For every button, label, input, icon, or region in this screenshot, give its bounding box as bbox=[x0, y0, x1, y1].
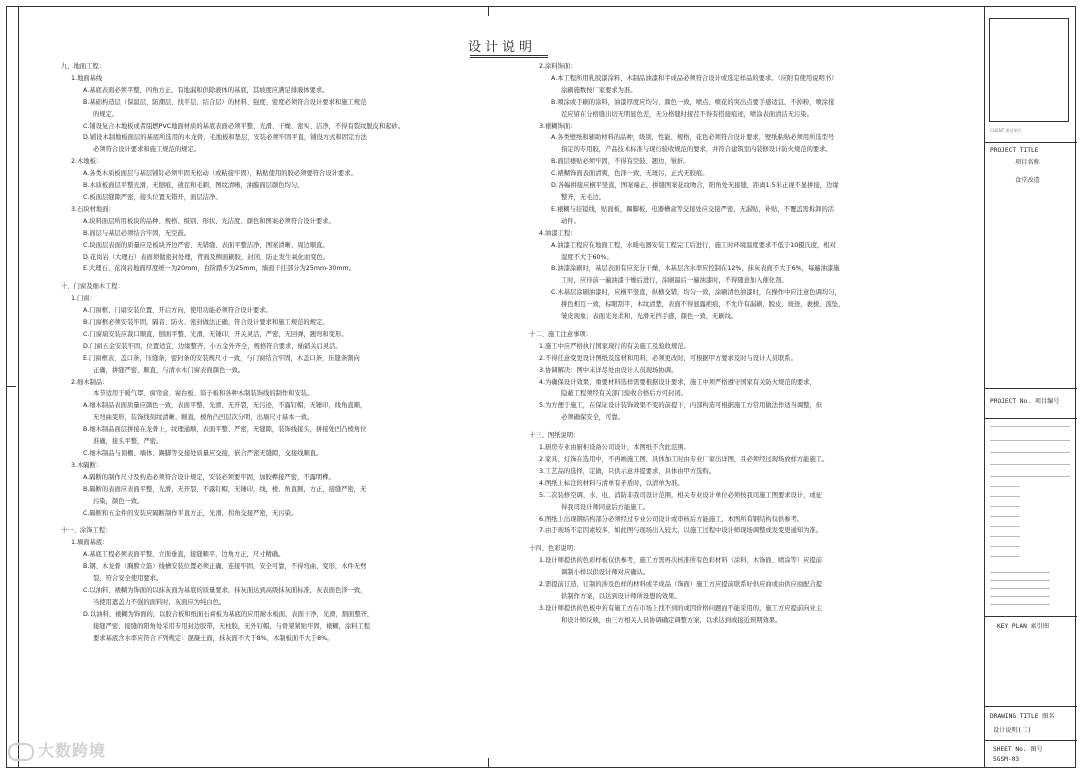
spec-line: C.木基层涂刷油漆时，应横平竖直，纵横交错，均匀一致，涂刷清色油漆时，在操作中应注意色调均匀， bbox=[551, 289, 841, 297]
spec-line: A.基底工程必须表面平整，立面垂直，接缝顺平，边角方正，尺寸精确。 bbox=[83, 551, 285, 559]
watermark-logo-icon bbox=[8, 743, 34, 761]
spec-line: D.各幅拼接应横平竖直，图案端正，拼缝图案花纹吻合，阳角处无接缝，距离1.5米正视不显拼接，边缘 bbox=[551, 182, 839, 190]
section-heading: 十一、涂饰工程： bbox=[61, 527, 112, 535]
subsection-heading: 4.油漆工程： bbox=[539, 229, 577, 237]
spec-line: B.面层与基层必须结合牢固，无空鼓。 bbox=[83, 229, 191, 237]
left-text-column bbox=[61, 61, 481, 645]
spec-line: 涂刷施数按厂家要求为准。 bbox=[561, 86, 637, 94]
spec-line: 本节适用于暖气罩、窗帘盒、窗台板、筒子板和各种木制装饰线的制作和安装。 bbox=[93, 390, 314, 398]
title-underline bbox=[470, 55, 548, 56]
subsection-heading: 2.需提前订造，订制的涉及色样的材料或半成品（饰面）施工方应提前联系好供应商或由供应商配合提 bbox=[539, 581, 823, 589]
spec-line: D.门窗五金安装牢固，位置适宜，边缘整齐，小五金外齐全，规格符合要求，插销关启灵活。 bbox=[83, 342, 342, 350]
tb-divider-1 bbox=[985, 142, 1077, 143]
subsection-heading: 1.地面基线 bbox=[71, 74, 103, 82]
spec-line: C.隔断和五金件的安装应隔断制作平直方正，光滑，拐角交接严密，无污染。 bbox=[83, 509, 298, 517]
title-underline-2 bbox=[470, 57, 548, 58]
spec-line: 拼色相互一致，棕眼刮平，木纹清楚，表面不得显露疤痕，不允许有漏刷，脱皮，斑迹，裹棱，流坠， bbox=[561, 301, 845, 309]
section-heading: 十四、色彩说明： bbox=[529, 545, 580, 553]
tb-divider-2 bbox=[985, 388, 1077, 389]
spec-line: 得我司设计师同意后方能施工。 bbox=[561, 503, 650, 511]
subsection-heading: 3.工艺品的选择，定做，只供示意并提要求，具体由甲方选购。 bbox=[539, 467, 716, 475]
spec-line: 隐蔽工程须经有关部门验收合格后方可封闭。 bbox=[561, 390, 687, 398]
tb-divider-6 bbox=[985, 740, 1077, 741]
subsection-heading: 5.二次装修空调、水、电、消防非我司设计范围，相关专业设计单位必须按我司施工图要求设计，或征 bbox=[539, 491, 823, 499]
tb-divider-4 bbox=[985, 616, 1077, 617]
spec-line: 动件。 bbox=[561, 217, 580, 225]
spec-line: A.基底表面必须平整，四角方正，有地漏和供除液体的基底，其坡度应满足排液体要求。 bbox=[83, 86, 329, 94]
spec-line: E.大理石、花岗岩地面厚度统一为20mm，台阶踏步为25mm，墙面干挂部分为25mm-30mm。 bbox=[83, 265, 355, 273]
page-title: 设计说明 bbox=[467, 40, 536, 55]
spec-line: A.块料面层所用板块的品种、规格、级别、形状、光洁度、颜色和图案必须符合设计要求。 bbox=[83, 217, 335, 225]
subsection-heading: 2.家具、灯饰在选用中，不再画施工图，具体加工时由专业厂家出详图，且必须经过现场放样方能施工。 bbox=[539, 456, 829, 463]
tb-divider-5 bbox=[985, 706, 1077, 707]
spec-line: 正确，拼缝严密，顺直，与清水木门窗表面颜色一致。 bbox=[93, 366, 245, 374]
spec-line: B.隔断的表面应表面平整，光滑，无开裂，不露钉帽，无锤印，线，棱、角直顺，方正，接缝严密，无 bbox=[83, 485, 367, 493]
spec-line: B.钢、木龙骨（胸膛立筋）线槽安装位置必须正确，连接牢固，安全可靠，不得弯曲、变形，木件无劈 bbox=[83, 563, 367, 571]
spec-line: A.各类壁纸和辅助材料的品种，级别，性能、规格，花色必须符合设计要求，壁纸粘贴必须用所选型号 bbox=[551, 134, 835, 142]
spec-line: B.木质板面层平整光滑，无刨痕，戗茬和毛刺，图纹清晰，油膜面层颜色均匀。 bbox=[83, 182, 304, 190]
tb-divider-3 bbox=[985, 418, 1077, 419]
spec-line: A.门窗框、门扇安装位置、开启方向，使用功能必须符合设计要求。 bbox=[83, 307, 272, 315]
spec-line: 和设计师反映，由三方相关人员协调确定调整方案，以求达到或接近预期效果。 bbox=[561, 616, 782, 624]
subsection-heading: 3.协调解决：图中未详尽处由设计人员现场协调。 bbox=[539, 366, 678, 374]
spec-line: C.铺设复合木地板或者阻燃PVC地面材质的基底表面必须平整、光滑、干燥、密实、洁净，不得有裂纹脱皮和起砂。 bbox=[83, 122, 405, 130]
spec-line: 的规定。 bbox=[93, 110, 119, 118]
spec-line: D.以油料、裱糊为饰面的，以胶合板和纸面石膏板为基底的应用耐水板面，表面干净，光滑，割面整齐， bbox=[83, 610, 374, 618]
spec-line: 准确，接头平整，严密。 bbox=[93, 438, 163, 446]
subsection-heading: 2.不得任意变更设计图纸及选材和用料，必须更改时，可根据甲方要求及时与设计人员联系。 bbox=[539, 354, 797, 362]
spec-line: B.细木制品面层拼接在龙骨上，纹理通顺，表面平整、严密，无缝隙，装饰线接头，拼接处凹凸棱角位 bbox=[83, 426, 367, 434]
watermark bbox=[8, 738, 106, 761]
subsection-heading: 1.设计师提供的色彩样板仅供参考，施工方需再次核准所有色彩材料（涂料、木饰面、喷涂等）应提前 bbox=[539, 557, 823, 565]
project-title-label: PROJECT TITLE bbox=[990, 147, 1039, 154]
spec-line: 整齐，无毛边。 bbox=[561, 193, 606, 201]
spec-line: C.块面层表面的质量应是板块齐边严密、无错缝、表面平整洁净，图案清晰、周边顺直。 bbox=[83, 241, 329, 249]
spec-line: 湿度不大于60%。 bbox=[561, 253, 613, 261]
spec-line: C.以油料、裱糊为饰面的以抹灰面为基底的质量要求，抹灰面达到高级抹灰面标准，灰表面色泽一致， bbox=[83, 586, 367, 594]
subsection-heading: 2.木地板： bbox=[71, 158, 103, 166]
subsection-heading: 1.门窗： bbox=[71, 295, 96, 303]
spec-line: 供制作方案，以达到设计师所设想的效果。 bbox=[561, 592, 681, 600]
spec-line: B.喷涂或手刷的涂料，油漆厚度应均匀，颜色一致，喷点、喷花的突出点要手感适宜，不掉粉，喷涂接 bbox=[551, 98, 835, 106]
spec-line: E.裱糊与挂镜线，贴面板，踢脚板，电器槽盒等交接处应交接严密，无漏贴，补贴，不覆盖需拆卸的活 bbox=[551, 205, 835, 213]
subsection-heading: 3.裱糊饰面： bbox=[539, 122, 577, 130]
spec-line: 污染，颜色一致。 bbox=[93, 497, 144, 505]
content-frame bbox=[18, 6, 984, 768]
project-name-label: 项目名称 bbox=[1015, 159, 1040, 166]
spec-line: C.细木制品与顶棚、墙体、踢脚等交接处质量应交接，嵌合严密无缝隙，交接线顺直。 bbox=[83, 450, 323, 457]
right-text-column bbox=[529, 61, 949, 627]
spec-line: 无弯曲变形，装饰线刻纹清晰、顺直，棱角凸凹层次分明，出墙尺寸基本一致。 bbox=[93, 414, 314, 422]
spec-line: 皱皮现象；表面光亮柔和，光滑无挡手感，颜色一致，无刷纹。 bbox=[561, 313, 738, 321]
spec-line: 调制小样以供设计师对应确认。 bbox=[561, 569, 650, 577]
section-heading: 十、门窗及细木工程： bbox=[61, 283, 124, 291]
project-no-label: PROJECT No. 项目编号 bbox=[990, 398, 1060, 405]
spec-line: A.各类木质板面层与基层铺钉必须牢固无松动（或粘接牢固），粘贴使用的胶必须要符合设计要求。 bbox=[83, 170, 357, 178]
spec-line: A.油漆工程应在地面工程，水暖电器安装工程完工后进行，施工时环境温度要求不低于10摄氏度，相对 bbox=[551, 241, 836, 249]
spec-line: C.裱糊饰面表面清爽，色泽一致，无斑污，正式无胶痕。 bbox=[551, 170, 709, 178]
spec-line: D.铺设木制地板面层的基底所选用的木龙骨，毛地板和垫层，安装必须牢固平直，铺设方式和固定方法 bbox=[83, 134, 367, 142]
spec-line: 接缝严密，接缝的阳角处采用专用封边胶带，无柱胶，无外钉帽，与骨架紧贴牢固，裱糊，涂料工程 bbox=[93, 622, 371, 630]
spec-line: 必须确保安全，可靠。 bbox=[561, 414, 624, 422]
spec-line: C.板面层缝隙严密，接头位置无错开，面层洁净。 bbox=[83, 193, 222, 201]
spec-line: B.油漆涂刷时，基层表面有应充分干燥，木基层含水率应控制在12%，抹灰表面不大于6%，每遍油漆施 bbox=[551, 265, 840, 273]
border-tick-top bbox=[488, 6, 489, 16]
subsection-heading: 4.图纸上标注的材料与清单有矛盾时，以清单为准。 bbox=[539, 479, 684, 487]
section-heading: 十三、图纸说明： bbox=[529, 432, 580, 440]
spec-line: C.门窗扇安装应裁口顺直，刨面平整、光滑，无锤印，开关灵活，严密，无回弹，翘弯和变形。 bbox=[83, 330, 348, 338]
border-tick-left bbox=[6, 386, 16, 387]
spec-line: 茬应留在分格缝出切无明显色差，无分格缝时接茬不得有搭接痕迹，喷涂表面清洁无污染。 bbox=[561, 110, 813, 118]
subsection-heading: 3.石块材地面： bbox=[71, 205, 115, 213]
client-label: CLIENT 建设单位 bbox=[990, 128, 1022, 133]
section-heading: 十二、施工注意事项： bbox=[529, 330, 592, 338]
logo-box bbox=[989, 18, 1069, 122]
drawing-title-label: DRAWING TITLE 图名 bbox=[990, 713, 1055, 720]
subsection-heading: 6.图纸上出现钢结构部分必须经过专业公司设计或审核后方能施工，本图所有钢结构仅供参考。 bbox=[539, 515, 804, 523]
key-plan-label: KEY PLAN 索引图 bbox=[997, 623, 1050, 630]
subsection-heading: 5.为方便于施工，在保证设计装饰效果不变的前提下，内部构造可根据施工方常用做法作适当调整，但 bbox=[539, 402, 823, 410]
sheet-no-label: SHEET No. 图号 bbox=[993, 746, 1043, 753]
subsection-heading: 2.细木制品： bbox=[71, 378, 109, 386]
spec-line: B.基础构造层（保温层、防潮层、找平层、结合层）的材料、强度、密度必须符合设计要求和施工规范 bbox=[83, 98, 367, 106]
sheet-no: SGSM-03 bbox=[993, 756, 1020, 763]
project-name: 食堂改造 bbox=[1015, 177, 1040, 184]
section-heading: 九、地面工程： bbox=[61, 63, 106, 70]
subsection-heading: 1.施工中应严格执行国家现行的有关施工及验收规范。 bbox=[539, 342, 690, 350]
subsection-heading: 7.由于现场不定因素较多，如此图与现场出入较大，以施工过程中设计师现场调整或发变更通知为准。 bbox=[539, 527, 823, 535]
spec-line: A.隔断的制作尺寸及构造必须符合设计规定，安装必须要牢固，加胶榫接严密，不露明榫。 bbox=[83, 473, 335, 481]
spec-line: A.细木制品表面质量应颜色一致，表面平整、光滑、无开裂，无污迹，不露钉帽，无锤印，线角直顺， bbox=[83, 402, 367, 410]
spec-line: E.门窗框表、盖口条，压缝条，密封条的安装规尺寸一致，与门窗结合牢固，木盖口条，压缝条割向 bbox=[83, 354, 360, 362]
spec-line: B.门窗框必须安装牢固，隔音、防火、密封做法正确，符合设计要求和施工规范的规定。 bbox=[83, 319, 329, 327]
spec-line: 指定的专用胶，产品技术标准与现行验收规范的要求，并符合建筑室内装修设计防火规范的要求。 bbox=[561, 146, 832, 154]
title-block bbox=[984, 6, 1076, 768]
spec-line: A.本工程所用乳胶漆涂料、木制品油漆和半成品必须符合设计或选定样品的要求。（应附有使用说明书） bbox=[551, 74, 838, 82]
watermark-text: 大数跨境 bbox=[38, 741, 107, 760]
spec-line: 要求基底含水率应符合下列规定：混凝土面，抹灰面不大于8%，木制板面不大于8%。 bbox=[93, 634, 334, 642]
spec-line: B.面层裱贴必须牢固，不得有空鼓、翘边，皱折。 bbox=[551, 158, 690, 166]
subsection-heading: 1.墙面基底： bbox=[71, 539, 109, 547]
subsection-heading: 4.为确保设计效果，重要材料选样需要根据设计要求，施工中须严格遵守国家有关防火规范的要求， bbox=[539, 378, 816, 386]
drawing-title: 设计说明(二) bbox=[993, 727, 1032, 734]
spec-line: 工时，应待前一遍油漆干燥后进行，涂刷最后一遍油漆时，不得随意加入催化剂。 bbox=[561, 277, 788, 285]
subsection-heading: 3.木隔断： bbox=[71, 461, 103, 469]
subsection-heading: 3.设计师提供的色板中若有施工方在市场上找不到的或因价格问题而不能采用的，施工方应提前向业主 bbox=[539, 604, 823, 612]
spec-line: 必须符合设计要求和施工规范的规定。 bbox=[93, 146, 201, 154]
border-tick-bottom bbox=[488, 758, 489, 768]
subsection-heading: 2.涂料饰面： bbox=[539, 63, 577, 70]
spec-line: 裂，符合安全使用要求。 bbox=[93, 575, 163, 583]
spec-line: D.花岗岩（大理石）表面须做密封处理，背面及侧面刷胶，封闭，防止发生氧化而变色。 bbox=[83, 253, 330, 261]
subsection-heading: 1.厨房专业由厨柜设备公司设计，本图纸不含此范围。 bbox=[539, 444, 690, 452]
spec-line: 当使用遮盖力不强的面料时，灰面应为纯白色。 bbox=[93, 598, 226, 606]
